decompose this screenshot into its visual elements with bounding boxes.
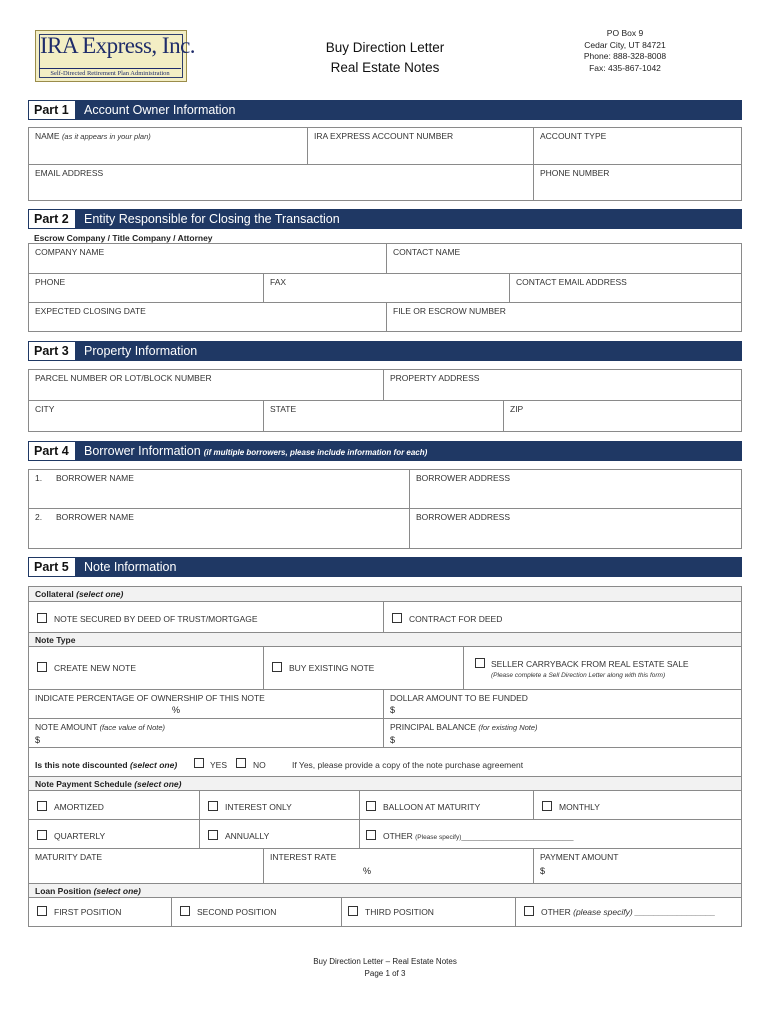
annually-checkbox[interactable] [208, 830, 218, 840]
contact-email-field[interactable] [509, 274, 741, 303]
discounted-yes-checkbox[interactable] [194, 758, 204, 768]
interest-percent-sign: % [363, 866, 372, 876]
discounted-label: Is this note discounted (select one) [35, 760, 178, 770]
file-number-label: FILE OR ESCROW NUMBER [393, 306, 506, 316]
city-label: CITY [35, 404, 55, 414]
buy-existing-note-label: BUY EXISTING NOTE [289, 663, 375, 673]
second-position-label: SECOND POSITION [197, 907, 277, 917]
payment-amount-field[interactable] [533, 849, 741, 884]
email-field[interactable] [29, 165, 533, 200]
borrower1-address-field[interactable] [409, 470, 741, 509]
email-label: EMAIL ADDRESS [35, 168, 104, 178]
second-position-option[interactable] [171, 898, 341, 926]
collateral-row [29, 601, 741, 633]
schedule-row2 [29, 819, 741, 849]
quarterly-checkbox[interactable] [37, 830, 47, 840]
part4-header [28, 441, 742, 461]
balloon-option[interactable] [359, 791, 533, 820]
note-amount-row [29, 718, 741, 748]
account-type-label: ACCOUNT TYPE [540, 131, 607, 141]
interest-only-checkbox[interactable] [208, 801, 218, 811]
part3-title: Property Information [84, 344, 198, 358]
discounted-instruction: If Yes, please provide a copy of the note purchase agreement [292, 760, 524, 770]
borrower2-name-field[interactable] [29, 509, 409, 548]
principal-balance-field[interactable] [383, 719, 741, 748]
contact-email-label: CONTACT EMAIL ADDRESS [516, 277, 627, 287]
file-number-field[interactable] [386, 303, 741, 331]
owner-name-label: NAME (as it appears in your plan) [35, 131, 151, 141]
parcel-number-label: PARCEL NUMBER OR LOT/BLOCK NUMBER [35, 373, 212, 383]
company-name-label: COMPANY NAME [35, 247, 105, 257]
payment-amount-label: PAYMENT AMOUNT [540, 852, 619, 862]
state-label: STATE [270, 404, 297, 414]
discounted-yes-label: YES [210, 760, 228, 770]
borrower2-address-field[interactable] [409, 509, 741, 548]
note-type-header-row [29, 632, 741, 647]
part2-tag: Part 2 [28, 209, 76, 229]
property-address-label: PROPERTY ADDRESS [390, 373, 480, 383]
create-new-note-checkbox[interactable] [37, 662, 47, 672]
third-position-option[interactable] [341, 898, 515, 926]
collateral-header-row [29, 587, 741, 602]
part2-subheading: Escrow Company / Title Company / Attorney [34, 233, 213, 243]
second-position-checkbox[interactable] [180, 906, 190, 916]
closing-phone-field[interactable] [29, 274, 263, 303]
zip-field[interactable] [503, 401, 741, 431]
interest-only-label: INTEREST ONLY [225, 802, 292, 812]
part4-tag: Part 4 [28, 441, 76, 461]
interest-only-option[interactable] [199, 791, 359, 820]
company-logo [35, 30, 196, 82]
contract-for-deed-checkbox[interactable] [392, 613, 402, 623]
ownership-row [29, 689, 741, 719]
schedule-heading: Note Payment Schedule (select one) [35, 779, 182, 789]
part4-title: Borrower Information (if multiple borrowers, please include information for each) [84, 444, 428, 458]
borrower-row-1 [29, 470, 741, 509]
closing-phone-label: PHONE [35, 277, 66, 287]
page-footer [0, 956, 770, 980]
document-title [300, 38, 470, 78]
balloon-label: BALLOON AT MATURITY [383, 802, 481, 812]
dollar-amount-field[interactable] [383, 690, 741, 719]
part3-row2 [29, 400, 741, 431]
part1-grid [28, 127, 742, 201]
position-other-checkbox[interactable] [524, 906, 534, 916]
amortized-label: AMORTIZED [54, 802, 104, 812]
part5-title: Note Information [84, 560, 177, 574]
third-position-checkbox[interactable] [348, 906, 358, 916]
dollar-amount-label: DOLLAR AMOUNT TO BE FUNDED [390, 693, 528, 703]
borrower2-number: 2. [35, 512, 43, 522]
dollar-sign: $ [390, 705, 396, 715]
balloon-checkbox[interactable] [366, 801, 376, 811]
monthly-checkbox[interactable] [542, 801, 552, 811]
part2-grid [28, 243, 742, 332]
seller-carryback-label: SELLER CARRYBACK FROM REAL ESTATE SALE [491, 659, 689, 669]
amortized-checkbox[interactable] [37, 801, 47, 811]
position-row [29, 897, 741, 926]
account-number-field[interactable] [307, 128, 533, 165]
title-line1: Buy Direction Letter [325, 40, 445, 55]
first-position-checkbox[interactable] [37, 906, 47, 916]
terms-row [29, 848, 741, 884]
phone: Phone: 888-328-8008 [583, 51, 667, 61]
collateral-contract-option[interactable] [383, 602, 741, 633]
state-field[interactable] [263, 401, 503, 431]
city-field[interactable] [29, 401, 263, 431]
account-type-field[interactable] [533, 128, 741, 165]
part2-row3 [29, 302, 741, 331]
part3-header [28, 341, 742, 361]
buy-existing-note-checkbox[interactable] [272, 662, 282, 672]
collateral-deed-option[interactable] [29, 602, 383, 633]
principal-balance-label: PRINCIPAL BALANCE (for existing Note) [390, 722, 538, 732]
part3-tag: Part 3 [28, 341, 76, 361]
create-new-note-label: CREATE NEW NOTE [54, 663, 137, 673]
property-address-field[interactable] [383, 370, 741, 401]
annually-option[interactable] [199, 820, 359, 849]
part2-row2 [29, 273, 741, 303]
quarterly-option[interactable] [29, 820, 199, 849]
footer-title: Buy Direction Letter – Real Estate Notes [313, 957, 457, 966]
note-type-heading: Note Type [35, 635, 76, 645]
part5-grid [28, 586, 742, 927]
schedule-other-option[interactable] [359, 820, 741, 849]
position-header-row [29, 883, 741, 898]
deed-of-trust-label: NOTE SECURED BY DEED OF TRUST/MORTGAGE [54, 614, 258, 624]
city-state: Cedar City, UT 84721 [584, 39, 666, 50]
part3-grid [28, 369, 742, 432]
note-type-row [29, 646, 741, 690]
interest-rate-label: INTEREST RATE [270, 852, 337, 862]
first-position-option[interactable] [29, 898, 171, 926]
annually-label: ANNUALLY [225, 831, 270, 841]
discounted-row [29, 747, 741, 777]
third-position-label: THIRD POSITION [365, 907, 434, 917]
phone-number-field[interactable] [533, 165, 741, 200]
zip-label: ZIP [510, 404, 524, 414]
percent-sign: % [172, 705, 181, 715]
position-other-label: OTHER (please specify) _________________ [541, 907, 716, 917]
create-new-note-option[interactable] [29, 647, 263, 690]
part1-header [28, 100, 742, 120]
fax: Fax: 435-867-1042 [589, 62, 661, 73]
position-other-option[interactable] [515, 898, 741, 926]
borrower1-name-label: BORROWER NAME [56, 473, 134, 483]
part5-tag: Part 5 [28, 557, 76, 577]
part2-title: Entity Responsible for Closing the Transaction [84, 212, 340, 226]
note-amount-label: NOTE AMOUNT (face value of Note) [35, 722, 166, 732]
buy-existing-note-option[interactable] [263, 647, 463, 690]
contact-block [560, 28, 690, 74]
borrower1-address-label: BORROWER ADDRESS [416, 473, 510, 483]
logo-name: IRA Express, Inc. [40, 33, 196, 58]
fax-label: FAX [270, 277, 287, 287]
first-position-label: FIRST POSITION [54, 907, 122, 917]
seller-carryback-note: (Please complete a Sell Direction Letter along with this form) [491, 672, 666, 679]
schedule-header-row [29, 776, 741, 791]
seller-carryback-option[interactable] [463, 647, 741, 690]
part1-title: Account Owner Information [84, 103, 236, 117]
contract-for-deed-label: CONTRACT FOR DEED [409, 614, 503, 624]
monthly-label: MONTHLY [559, 802, 600, 812]
deed-of-trust-checkbox[interactable] [37, 613, 47, 623]
seller-carryback-checkbox[interactable] [475, 658, 485, 668]
part2-header [28, 209, 742, 229]
fax-field[interactable] [263, 274, 509, 303]
title-line2: Real Estate Notes [330, 60, 440, 75]
schedule-other-label: OTHER (Please specify)_______________________________ [383, 831, 574, 841]
schedule-other-checkbox[interactable] [366, 830, 376, 840]
po-box: PO Box 9 [606, 28, 644, 38]
part3-row1 [29, 370, 741, 401]
maturity-date-label: MATURITY DATE [35, 852, 103, 862]
phone-number-label: PHONE NUMBER [540, 168, 610, 178]
owner-name-field[interactable] [29, 128, 307, 165]
contact-name-field[interactable] [386, 244, 741, 274]
borrower2-name-label: BORROWER NAME [56, 512, 134, 522]
schedule-row1 [29, 790, 741, 820]
closing-date-label: EXPECTED CLOSING DATE [35, 306, 146, 316]
collateral-heading: Collateral (select one) [35, 589, 124, 599]
parcel-number-field[interactable] [29, 370, 383, 401]
logo-tagline: Self-Directed Retirement Plan Administration [39, 68, 181, 77]
part2-row1 [29, 244, 741, 274]
interest-rate-field[interactable] [263, 849, 533, 884]
part1-row1 [29, 128, 741, 165]
position-heading: Loan Position (select one) [35, 886, 141, 896]
discounted-no-label: NO [253, 760, 266, 770]
borrower2-address-label: BORROWER ADDRESS [416, 512, 510, 522]
borrower1-number: 1. [35, 473, 43, 483]
monthly-option[interactable] [533, 791, 741, 820]
maturity-date-field[interactable] [29, 849, 263, 884]
contact-name-label: CONTACT NAME [393, 247, 461, 257]
note-amount-field[interactable] [29, 719, 383, 748]
amortized-option[interactable] [29, 791, 199, 820]
part5-header [28, 557, 742, 577]
ownership-percentage-label: INDICATE PERCENTAGE OF OWNERSHIP OF THIS NOTE [35, 693, 265, 703]
quarterly-label: QUARTERLY [54, 831, 106, 841]
closing-date-field[interactable] [29, 303, 386, 331]
company-name-field[interactable] [29, 244, 386, 274]
borrower1-name-field[interactable] [29, 470, 409, 509]
principal-dollar: $ [390, 735, 396, 745]
note-amount-dollar: $ [35, 735, 41, 745]
account-number-label: IRA EXPRESS ACCOUNT NUMBER [314, 131, 454, 141]
discounted-no-checkbox[interactable] [236, 758, 246, 768]
borrower-row-2 [29, 508, 741, 548]
part1-row2 [29, 164, 741, 200]
part1-tag: Part 1 [28, 100, 76, 120]
payment-dollar: $ [540, 866, 546, 876]
ownership-percentage-field[interactable] [29, 690, 383, 719]
page-number: Page 1 of 3 [364, 969, 406, 978]
part4-grid [28, 469, 742, 549]
